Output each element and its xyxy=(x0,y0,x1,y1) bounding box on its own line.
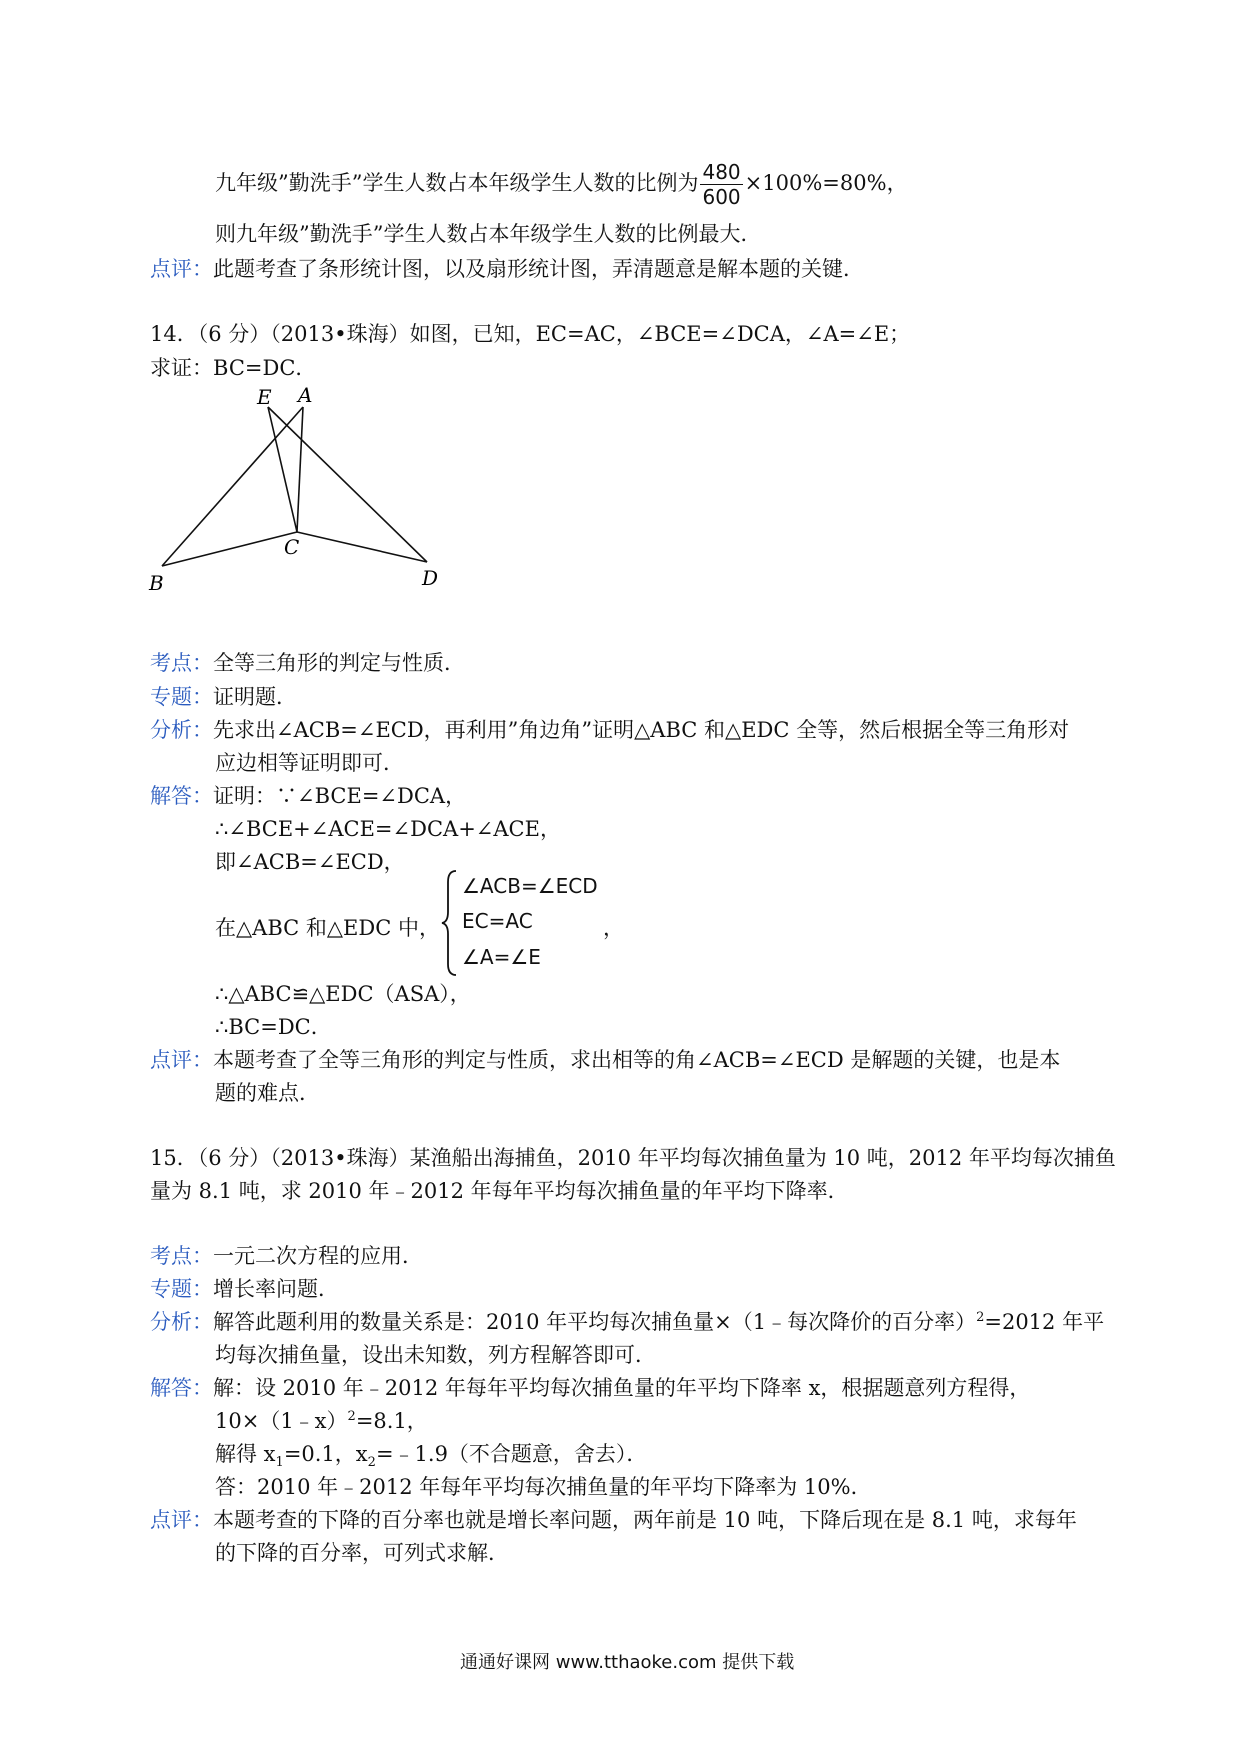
step-3-b: =0.1，x xyxy=(283,1442,368,1466)
q14-step-2: ∴∠BCE+∠ACE=∠DCA+∠ACE， xyxy=(215,817,561,841)
step-2-a: 10×（1﹣x） xyxy=(215,1409,348,1433)
q14-jieda xyxy=(150,780,466,810)
fraction xyxy=(700,160,742,209)
q14-title: 14．（6 分）（2013•珠海）如图，已知，EC=AC，∠BCE=∠DCA，∠A=∠E； xyxy=(150,322,911,346)
q15-kaodian xyxy=(150,1240,423,1270)
point-label-D: D xyxy=(422,566,439,590)
q14-step-3: 即∠ACB=∠ECD， xyxy=(215,850,405,874)
system-eq-2: EC=AC xyxy=(462,909,533,933)
fenxi-text-1: 先求出∠ACB=∠ECD，再利用”角边角”证明△ABC 和△EDC 全等，然后根据全等三角形对 xyxy=(213,718,1070,742)
q15-fenxi-line-2: 均每次捕鱼量，设出未知数，列方程解答即可． xyxy=(215,1343,656,1367)
q14-step-6: ∴BC=DC． xyxy=(215,1015,332,1039)
point-label-C: C xyxy=(284,535,300,559)
kaodian-label: 考点： xyxy=(150,1244,213,1268)
zhuanti-text: 增长率问题． xyxy=(213,1277,339,1301)
q14-step-5: ∴△ABC≌△EDC（ASA）， xyxy=(215,982,471,1006)
prev-comment xyxy=(150,253,864,283)
zhuanti-label: 专题： xyxy=(150,1277,213,1301)
q14-zhuanti xyxy=(150,681,297,711)
q15-title-line-1: 15．（6 分）（2013•珠海）某渔船出海捕鱼，2010 年平均每次捕鱼量为 10 吨，2012 年平均每次捕鱼 xyxy=(150,1146,1116,1170)
dianping-text-1: 本题考查了全等三角形的判定与性质，求出相等的角∠ACB=∠ECD 是解题的关键，也是本 xyxy=(213,1048,1061,1072)
dianping-text-1: 本题考查的下降的百分率也就是增长率问题，两年前是 10 吨，下降后现在是 8.1 吨，求每年 xyxy=(213,1508,1077,1532)
fenxi-text-1a: 解答此题利用的数量关系是：2010 年平均每次捕鱼量×（1﹣每次降价的百分率） xyxy=(213,1310,977,1334)
fenxi-label: 分析： xyxy=(150,718,213,742)
point-label-E: E xyxy=(257,385,272,409)
step-3-a: 解得 x xyxy=(215,1442,276,1466)
fenxi-label: 分析： xyxy=(150,1310,213,1334)
q14-step-4: 在△ABC 和△EDC 中， xyxy=(215,916,440,940)
q14-fenxi-line-2: 应边相等证明即可． xyxy=(215,751,404,775)
prev-line-1-pre: 九年级”勤洗手”学生人数占本年级学生人数的比例为 xyxy=(215,171,699,195)
point-label-A: A xyxy=(298,385,313,407)
q15-step-3 xyxy=(215,1438,647,1470)
q15-step-4: 答：2010 年﹣2012 年每年平均每次捕鱼量的年平均下降率为 10%． xyxy=(215,1475,872,1499)
q14-kaodian xyxy=(150,647,465,677)
jieda-label: 解答： xyxy=(150,1376,213,1400)
point-label-B: B xyxy=(149,571,164,595)
equation-system-brace xyxy=(440,868,462,978)
q14-geometry-figure xyxy=(140,385,450,595)
prev-line-2: 则九年级”勤洗手”学生人数占本年级学生人数的比例最大． xyxy=(215,222,762,246)
q14-dianping-line-2: 题的难点． xyxy=(215,1081,320,1105)
prev-line-1 xyxy=(215,160,908,209)
zhuanti-text: 证明题． xyxy=(213,685,297,709)
q15-jieda xyxy=(150,1372,1030,1402)
jieda-label: 解答： xyxy=(150,784,213,808)
system-comma: ， xyxy=(603,916,624,940)
jieda-step-1: 解：设 2010 年﹣2012 年每年平均每次捕鱼量的年平均下降率 x，根据题意列方程得， xyxy=(213,1376,1031,1400)
q15-fenxi xyxy=(150,1306,1104,1336)
kaodian-label: 考点： xyxy=(150,651,213,675)
dianping-label: 点评： xyxy=(150,1508,213,1532)
step-3-sub-1: 1 xyxy=(275,1455,284,1471)
fraction-denominator: 600 xyxy=(702,185,741,209)
segment-EC xyxy=(268,407,297,532)
kaodian-text: 一元二次方程的应用． xyxy=(213,1244,423,1268)
system-eq-1: ∠ACB=∠ECD xyxy=(462,874,598,898)
q14-dianping xyxy=(150,1044,1060,1074)
q15-dianping xyxy=(150,1504,1077,1534)
segment-BA xyxy=(162,407,303,566)
fraction-numerator: 480 xyxy=(702,160,741,184)
step-3-sub-2: 2 xyxy=(367,1455,376,1471)
segment-BC xyxy=(162,532,300,566)
dianping-label: 点评： xyxy=(150,1048,213,1072)
prev-line-1-post: ×100%=80%， xyxy=(744,171,908,195)
fenxi-text-1b: =2012 年平 xyxy=(984,1310,1105,1334)
segment-AC xyxy=(297,407,303,532)
q15-title-line-2: 量为 8.1 吨，求 2010 年﹣2012 年每年平均每次捕鱼量的年平均下降率． xyxy=(150,1179,849,1203)
zhuanti-label: 专题： xyxy=(150,685,213,709)
q14-prove: 求证：BC=DC． xyxy=(150,356,317,380)
q15-step-2 xyxy=(215,1405,428,1435)
jieda-step-1: 证明：∵∠BCE=∠DCA， xyxy=(213,784,467,808)
page-footer: 通通好课网 www.tthaoke.com 提供下载 xyxy=(460,1652,795,1673)
q14-fenxi xyxy=(150,714,1069,744)
system-eq-3: ∠A=∠E xyxy=(462,945,541,969)
segment-CD xyxy=(297,532,427,562)
step-2-b: =8.1， xyxy=(355,1409,428,1433)
step-2-superscript: 2 xyxy=(347,1409,356,1424)
kaodian-text: 全等三角形的判定与性质． xyxy=(213,651,465,675)
comment-label: 点评： xyxy=(150,257,213,281)
fenxi-superscript: 2 xyxy=(976,1310,985,1325)
q15-zhuanti xyxy=(150,1273,339,1303)
q15-dianping-line-2: 的下降的百分率，可列式求解． xyxy=(215,1541,509,1565)
step-3-c: =﹣1.9（不合题意，舍去）． xyxy=(375,1442,648,1466)
comment-text: 此题考查了条形统计图，以及扇形统计图，弄清题意是解本题的关键． xyxy=(213,257,864,281)
